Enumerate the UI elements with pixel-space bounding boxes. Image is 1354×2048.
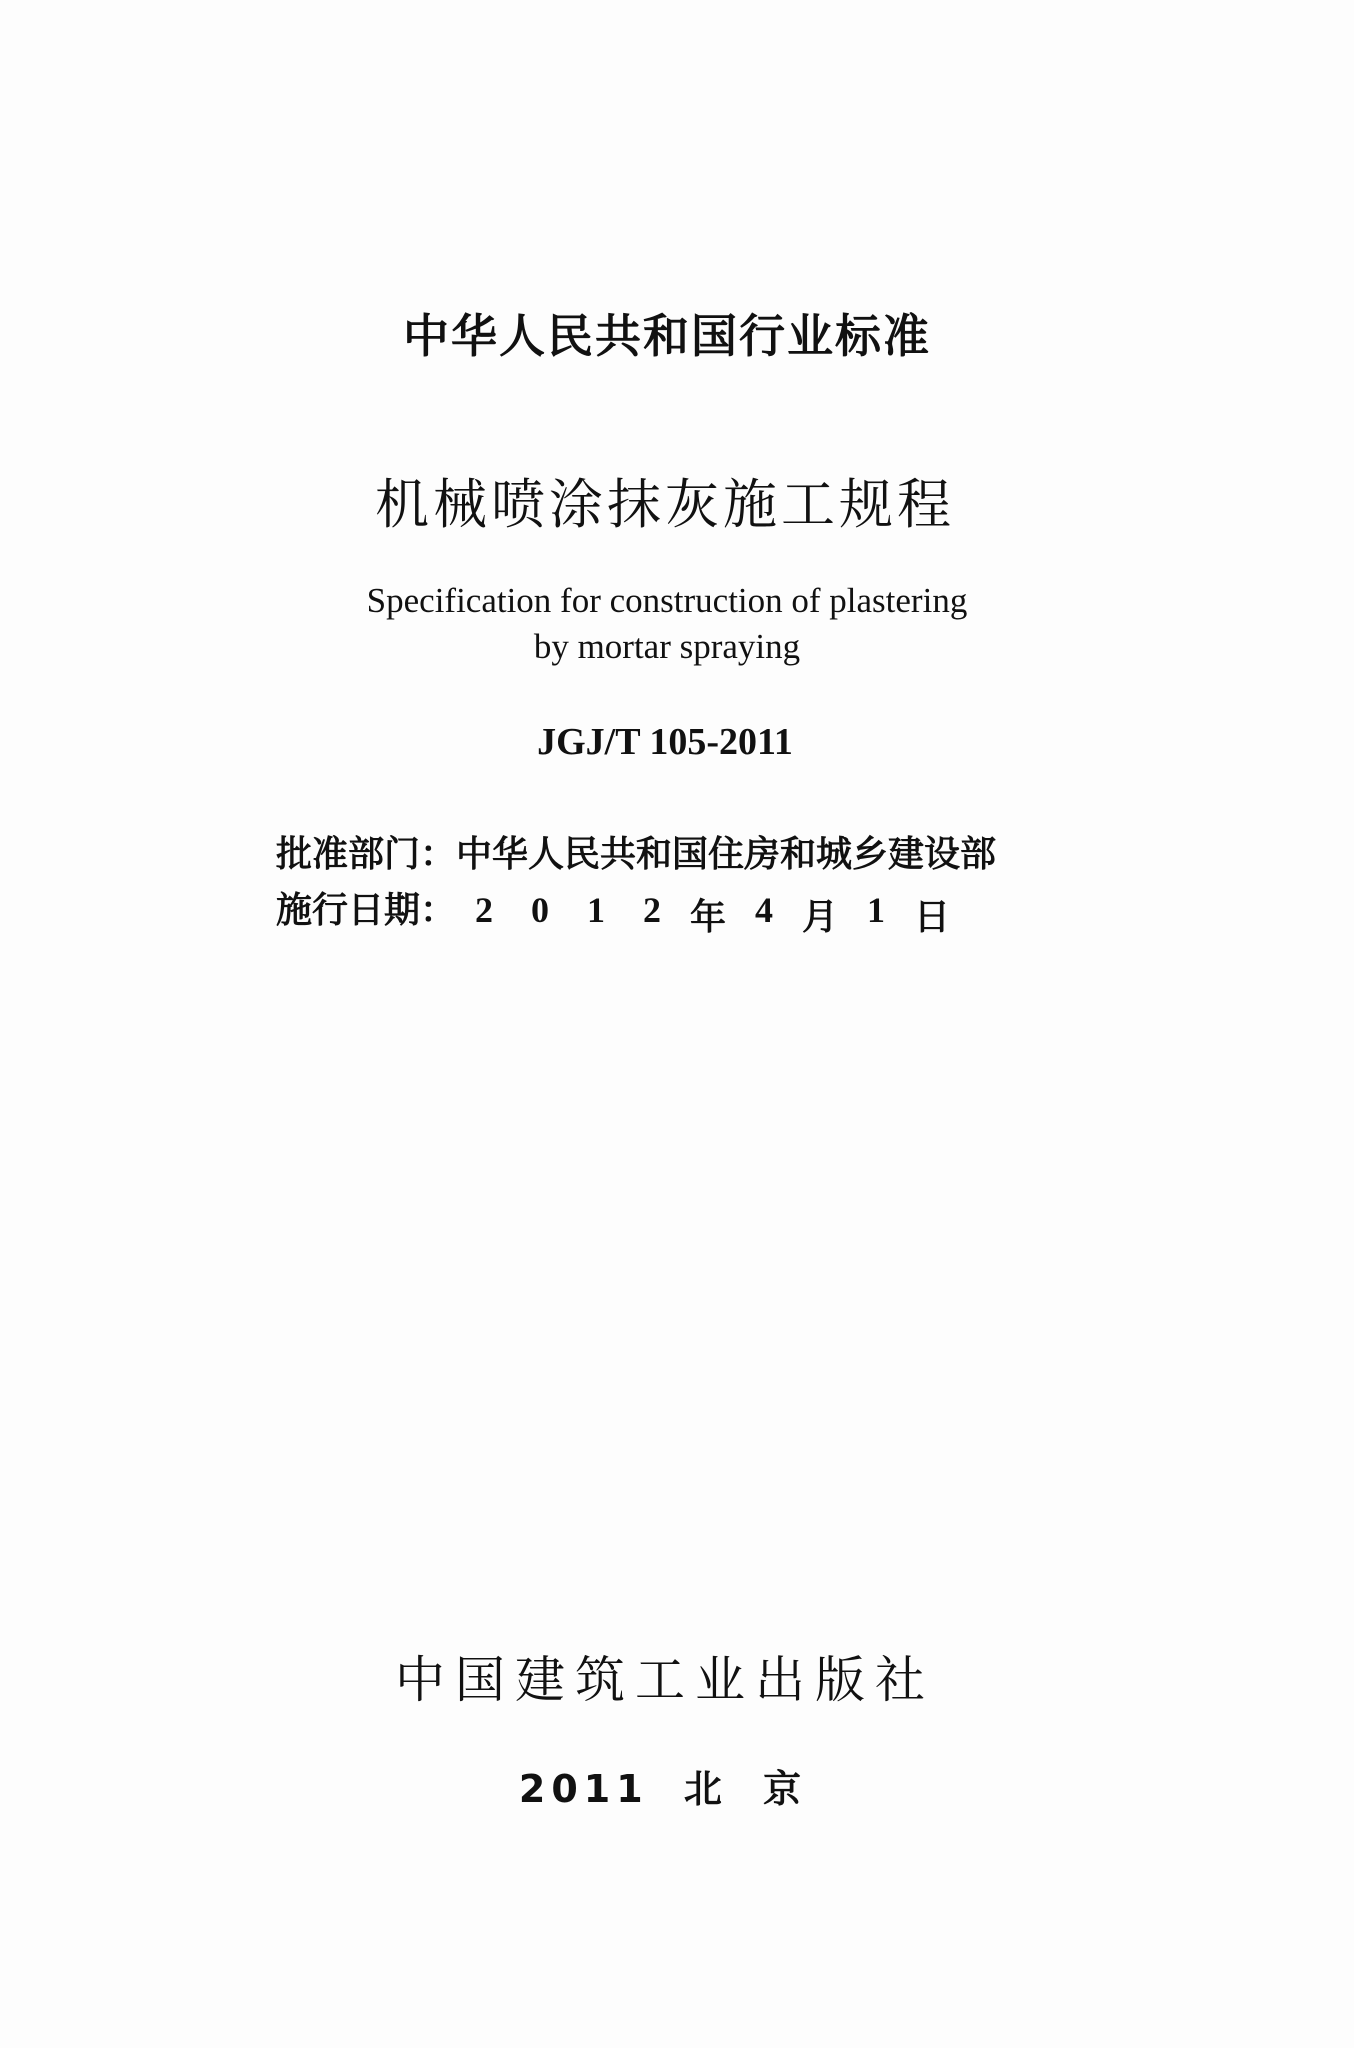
date-char: 月 xyxy=(802,897,839,937)
document-title-english xyxy=(0,578,1344,670)
approval-value: 中华人民共和国住房和城乡建设部 xyxy=(456,834,997,875)
date-char: 年 xyxy=(690,897,727,937)
approval-label: 批准部门： xyxy=(276,834,457,875)
approval-department-row xyxy=(276,826,1076,877)
date-char: 2 xyxy=(475,890,494,930)
standard-series-heading: 中华人民共和国行业标准 xyxy=(403,309,931,363)
standard-code: JGJ/T 105-2011 xyxy=(537,721,793,763)
date-char: 2 xyxy=(643,890,662,930)
publication-year-place: 2011 北 京 xyxy=(518,1767,808,1811)
date-char: 日 xyxy=(914,897,951,937)
date-char: 4 xyxy=(755,890,774,930)
date-char: 1 xyxy=(867,890,886,930)
effective-date-value xyxy=(456,889,960,940)
date-char: 0 xyxy=(531,890,550,930)
document-title-chinese: 机械喷涂抹灰施工规程 xyxy=(375,473,955,536)
date-char: 1 xyxy=(587,890,606,930)
title-english-line-2: by mortar spraying xyxy=(533,627,801,666)
effective-date-label: 施行日期： xyxy=(276,890,457,931)
publisher-name: 中国建筑工业出版社 xyxy=(395,1651,935,1709)
effective-date-row xyxy=(276,882,1076,940)
title-english-line-1: Specification for construction of plastering xyxy=(366,581,968,620)
